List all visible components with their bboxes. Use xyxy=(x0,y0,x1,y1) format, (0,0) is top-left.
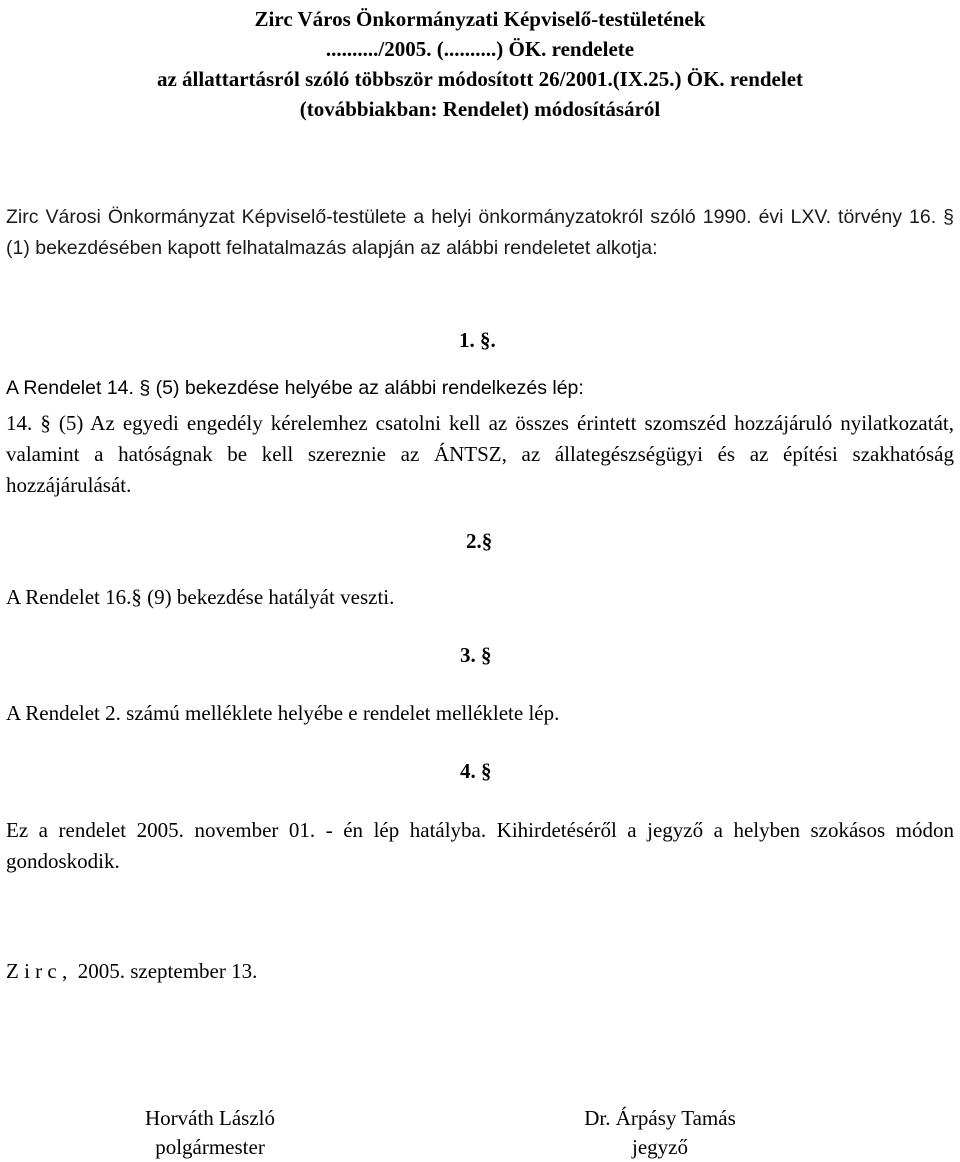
section-2-heading: 2.§ xyxy=(466,529,493,553)
section-1-intro: A Rendelet 14. § (5) bekezdése helyébe az alábbi rendelkezés lép: xyxy=(6,377,584,399)
section-4-heading: 4. § xyxy=(460,759,492,783)
signature-notary-name: Dr. Árpásy Tamás xyxy=(584,1106,736,1130)
title-line-1: Zirc Város Önkormányzati Képviselő-testületének xyxy=(254,7,706,31)
section-3-text: A Rendelet 2. számú melléklete helyébe e rendelet melléklete lép. xyxy=(6,701,560,725)
title-line-2: ........../2005. (..........) ÖK. rendelete xyxy=(325,37,635,61)
signature-notary-role: jegyző xyxy=(632,1135,688,1159)
section-2-text: A Rendelet 16.§ (9) bekezdése hatályát veszti. xyxy=(6,585,395,609)
title-line-3: az állattartásról szóló többször módosított 26/2001.(IX.25.) ÖK. rendelet xyxy=(156,67,804,91)
signature-mayor-role: polgármester xyxy=(155,1135,265,1159)
title-line-4: (továbbiakban: Rendelet) módosításáról xyxy=(299,97,661,121)
signature-mayor-name: Horváth László xyxy=(144,1106,276,1130)
place-date: Z i r c , 2005. szeptember 13. xyxy=(6,959,258,983)
section-3-heading: 3. § xyxy=(460,643,492,667)
section-1-text: 14. § (5) Az egyedi engedély kérelemhez csatolni kell az összes érintett szomszéd hozzájáruló nyilatkozatát, valamint a hatóságnak be kell szereznie az ÁNTSZ, az állategészségügyi és az építési szakhatóság hozzájárulását. xyxy=(6,411,954,497)
document-title xyxy=(0,4,960,124)
preamble-paragraph: Zirc Városi Önkormányzat Képviselő-testülete a helyi önkormányzatokról szóló 1990. évi LXV. törvény 16. § (1) bekezdésében kapott felhatalmazás alapján az alábbi rendeletet alkotja: xyxy=(6,206,954,259)
signature-mayor xyxy=(105,1104,315,1162)
section-1-heading: 1. §. xyxy=(459,328,496,352)
section-4-text: Ez a rendelet 2005. november 01. - én lép hatályba. Kihirdetéséről a jegyző a helyben szokásos módon gondoskodik. xyxy=(6,818,954,873)
signature-notary xyxy=(555,1104,765,1162)
